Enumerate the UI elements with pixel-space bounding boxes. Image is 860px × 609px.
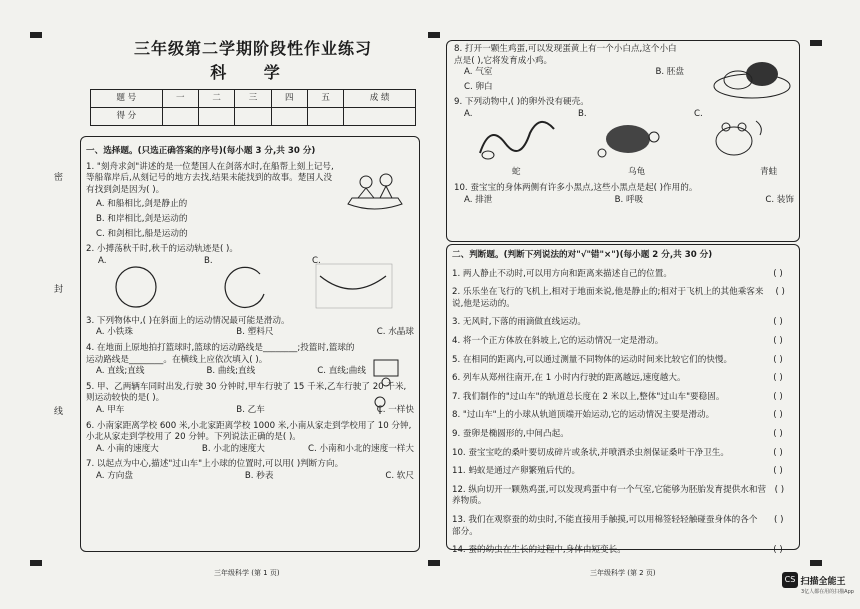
judge-item [452,515,792,538]
score-input-cell[interactable] [307,108,343,126]
option[interactable]: B. 小北的速度大 [201,443,265,454]
judge-text: 4. 将一个正方体放在斜坡上,它的运动情况一定是滑动。 [452,335,664,346]
judge-item [452,545,792,557]
egg-illustration [710,50,794,102]
judge-section [452,244,792,557]
judge-item [452,392,792,404]
judge-item [452,466,792,478]
turtle-illustration [594,113,664,163]
scanner-tagline: 3亿人都在用的扫描App [801,589,854,595]
judge-text: 2. 乐乐坐在飞行的飞机上,相对于地面来说,他是静止的;相对于飞机上的其他乘客来说,他是运动的。 [452,287,764,309]
scanner-badge [782,572,860,594]
question-8: 8. 打开一颗生鸡蛋,可以发现蛋黄上有一个小白点,这个小白点是( ),它将发育成小鸡。 [454,44,677,66]
answer-blank[interactable]: ( ) [773,466,783,477]
question-4-options [86,366,366,378]
exam-title: 三年级第二学期阶段性作业练习 [133,39,372,58]
score-cell: 二 [198,90,234,108]
answer-blank[interactable]: ( ) [773,354,783,365]
corner-mark [810,560,822,566]
question-9: 9. 下列动物中,( )的卵外没有硬壳。 [454,97,589,108]
score-input-cell[interactable] [344,108,416,126]
question-4: 4. 在地面上原地拍打篮球时,篮球的运动路线是________;投篮时,篮球的运动路线是________。在横线上应依次填入( )。 [86,342,355,365]
score-table-row [91,90,416,108]
score-cell: 三 [235,90,271,108]
score-table-row [91,108,416,126]
option[interactable]: B. 乙车 [236,404,265,415]
judge-item [452,485,792,508]
option[interactable]: C. 水晶球 [376,327,414,338]
score-input-cell[interactable] [235,108,271,126]
full-circle-path [106,264,166,310]
option[interactable]: A. 和船相比,剑是静止的 [96,199,188,210]
judge-text: 8. "过山车"上的小球从轨道顶端开始运动,它的运动情况主要是滑动。 [452,410,715,421]
option[interactable]: C. [312,255,321,266]
score-cell: 四 [271,90,307,108]
open-circle-path [216,264,276,310]
option[interactable]: A. 气室 [464,67,493,78]
option[interactable]: C. 卵白 [464,81,493,92]
option[interactable]: C. 直线;曲线 [317,366,366,377]
score-cell: 成 绩 [344,90,416,108]
option[interactable]: A. [98,255,107,266]
section-heading: 二、判断题。(判断下列说法的对"√"错"×")(每小题 2 分,共 30 分) [452,250,713,260]
judge-text: 9. 蚕卵是椭圆形的,中间凸起。 [452,428,569,439]
option[interactable]: A. 甲车 [96,404,125,415]
judge-item [452,287,792,310]
option[interactable]: C. 一样快 [376,404,414,415]
scanner-logo-icon: CS [782,572,798,588]
option[interactable]: B. 和岸相比,剑是运动的 [96,213,188,224]
judge-text: 10. 蚕宝宝吃的桑叶要切成碎片或条状,并喷洒杀虫剂保证桑叶干净卫生。 [452,447,729,458]
score-cell: 题 号 [91,90,163,108]
snake-illustration [470,113,560,163]
score-table [90,89,416,126]
option[interactable]: B. 塑料尺 [236,327,274,338]
page-footer-right: 三年级科学 (第 2 页) [590,569,656,577]
answer-blank[interactable]: ( ) [773,447,783,458]
question-8-options [454,67,684,79]
judge-text: 7. 我们制作的"过山车"的轨道总长度在 2 米以上,整体"过山车"要稳固。 [452,391,725,402]
choice-section [86,140,414,482]
option[interactable]: C. 软尺 [385,470,414,481]
judge-text: 14. 蚕的幼虫在生长的过程中,身体由短变长。 [452,545,626,556]
question-6: 6. 小南家距离学校 600 米,小北家距离学校 1000 米,小南从家走到学校用了 10 分钟,小北从家走到学校用了 20 分钟。下列说法正确的是( )。 [86,420,412,443]
judge-text: 3. 无风时,下落的雨滴做直线运动。 [452,317,586,328]
judge-text: 13. 我们在观察蚕的幼虫时,不能直接用手触摸,可以用棉签轻轻触碰蚕身体的各个部分。 [452,514,758,537]
judge-text: 11. 蚂蚁是通过产卵繁殖后代的。 [452,466,581,477]
option[interactable]: C. [694,108,703,119]
judge-text: 12. 纵向切开一颗熟鸡蛋,可以发现鸡蛋中有一个气室,它能够为胚胎发育提供水和营养物质。 [452,484,767,507]
score-input-cell[interactable] [271,108,307,126]
option[interactable]: A. [464,108,473,119]
score-input-cell[interactable] [162,108,198,126]
answer-blank[interactable]: ( ) [773,545,783,556]
margin-label-seal-2: 封 [54,285,64,295]
judge-item [452,410,792,422]
answer-blank[interactable]: ( ) [773,317,783,328]
answer-blank[interactable]: ( ) [773,373,783,384]
judge-item [452,317,792,329]
corner-mark [810,40,822,46]
page-footer-left: 三年级科学 (第 1 页) [214,569,280,577]
judge-item [452,373,792,385]
answer-blank[interactable]: ( ) [773,391,783,402]
exam-subject: 科 学 [210,62,296,82]
question-1: 1. "刻舟求剑"讲述的是一位楚国人在剑落水时,在船帮上刻上记号,等船靠岸后,从刻记号的地方去找,结果未能找到的故事。楚国人没有找到剑是因为( )。 [86,161,334,195]
score-cell: 一 [162,90,198,108]
judge-text: 1. 两人静止不动时,可以用方向和距离来描述自己的位置。 [452,268,672,279]
animal-label: 青蛙 [760,166,778,177]
option[interactable]: B. [578,108,587,119]
option[interactable]: B. 秒表 [244,470,274,481]
option[interactable]: B. 胚盘 [655,67,684,78]
answer-blank[interactable]: ( ) [773,268,783,279]
animal-label: 蛇 [512,166,521,177]
option[interactable]: A. 排泄 [464,194,493,205]
option[interactable]: A. 小南的速度大 [96,443,159,454]
answer-blank[interactable]: ( ) [773,335,783,346]
corner-mark [30,32,42,38]
question-3-options [86,327,414,339]
option[interactable]: B. 呼吸 [614,194,644,205]
question-7: 7. 以起点为中心,描述"过山车"上小球的位置时,可以用( )判断方向。 [86,459,344,470]
swing-arc-path [306,262,396,310]
option[interactable]: C. 小南和小北的速度一样大 [308,443,414,454]
right-choice-section [454,44,794,206]
question-7-options [86,471,414,483]
corner-mark [428,560,440,566]
question-6-options [86,444,414,456]
question-2-options [86,256,414,312]
judge-text: 5. 在相同的距离内,可以通过测量不同物体的运动时间来比较它们的快慢。 [452,354,733,365]
score-cell: 得 分 [91,108,163,126]
margin-label-seal-3: 线 [54,407,64,417]
question-2: 2. 小搏荡秋千时,秋千的运动轨迹是( )。 [86,244,239,255]
score-input-cell[interactable] [198,108,234,126]
answer-blank[interactable]: ( ) [773,428,783,439]
corner-mark [30,560,42,566]
frog-illustration [698,113,778,163]
option[interactable]: A. 直线;直线 [96,366,145,377]
score-cell: 五 [307,90,343,108]
option[interactable]: C. 装饰 [765,194,794,205]
animal-label: 乌龟 [628,166,646,177]
option[interactable]: B. [204,255,213,266]
margin-label-seal-1: 密 [54,173,64,183]
question-5: 5. 甲、乙两辆车同时出发,行驶 30 分钟时,甲车行驶了 15 千米,乙车行驶了 20 千米,则运动较快的是( )。 [86,381,407,404]
question-3: 3. 下列物体中,( )在斜面上的运动情况最可能是滑动。 [86,315,290,326]
judge-item [452,429,792,441]
question-10: 10. 蚕宝宝的身体两侧有许多小黑点,这些小黑点是起( )作用的。 [454,182,698,193]
judge-item [452,355,792,367]
scanner-app-name: 扫描全能王 [800,576,846,587]
option[interactable]: B. 曲线;直线 [206,366,256,377]
answer-blank[interactable]: ( ) [774,484,785,495]
question-5-options [86,405,414,417]
question-9-options [454,109,794,179]
judge-text: 6. 列车从郑州往南开,在 1 小时内行驶的距离越远,速度越大。 [452,373,686,384]
judge-item [452,269,792,281]
question-10-options [454,195,794,207]
answer-blank[interactable]: ( ) [775,287,785,298]
option[interactable]: C. 和剑相比,船是运动的 [96,228,188,239]
answer-blank[interactable]: ( ) [774,514,784,525]
judge-item [452,448,792,460]
section-heading: 一、选择题。(只选正确答案的序号)(每小题 3 分,共 30 分) [86,146,316,156]
boat-illustration [344,164,406,214]
answer-blank[interactable]: ( ) [773,410,783,421]
option[interactable]: A. 方向盘 [96,470,133,481]
corner-mark [428,32,440,38]
judge-item [452,336,792,348]
option[interactable]: A. 小铁珠 [96,327,133,338]
basketball-illustration [368,358,406,414]
